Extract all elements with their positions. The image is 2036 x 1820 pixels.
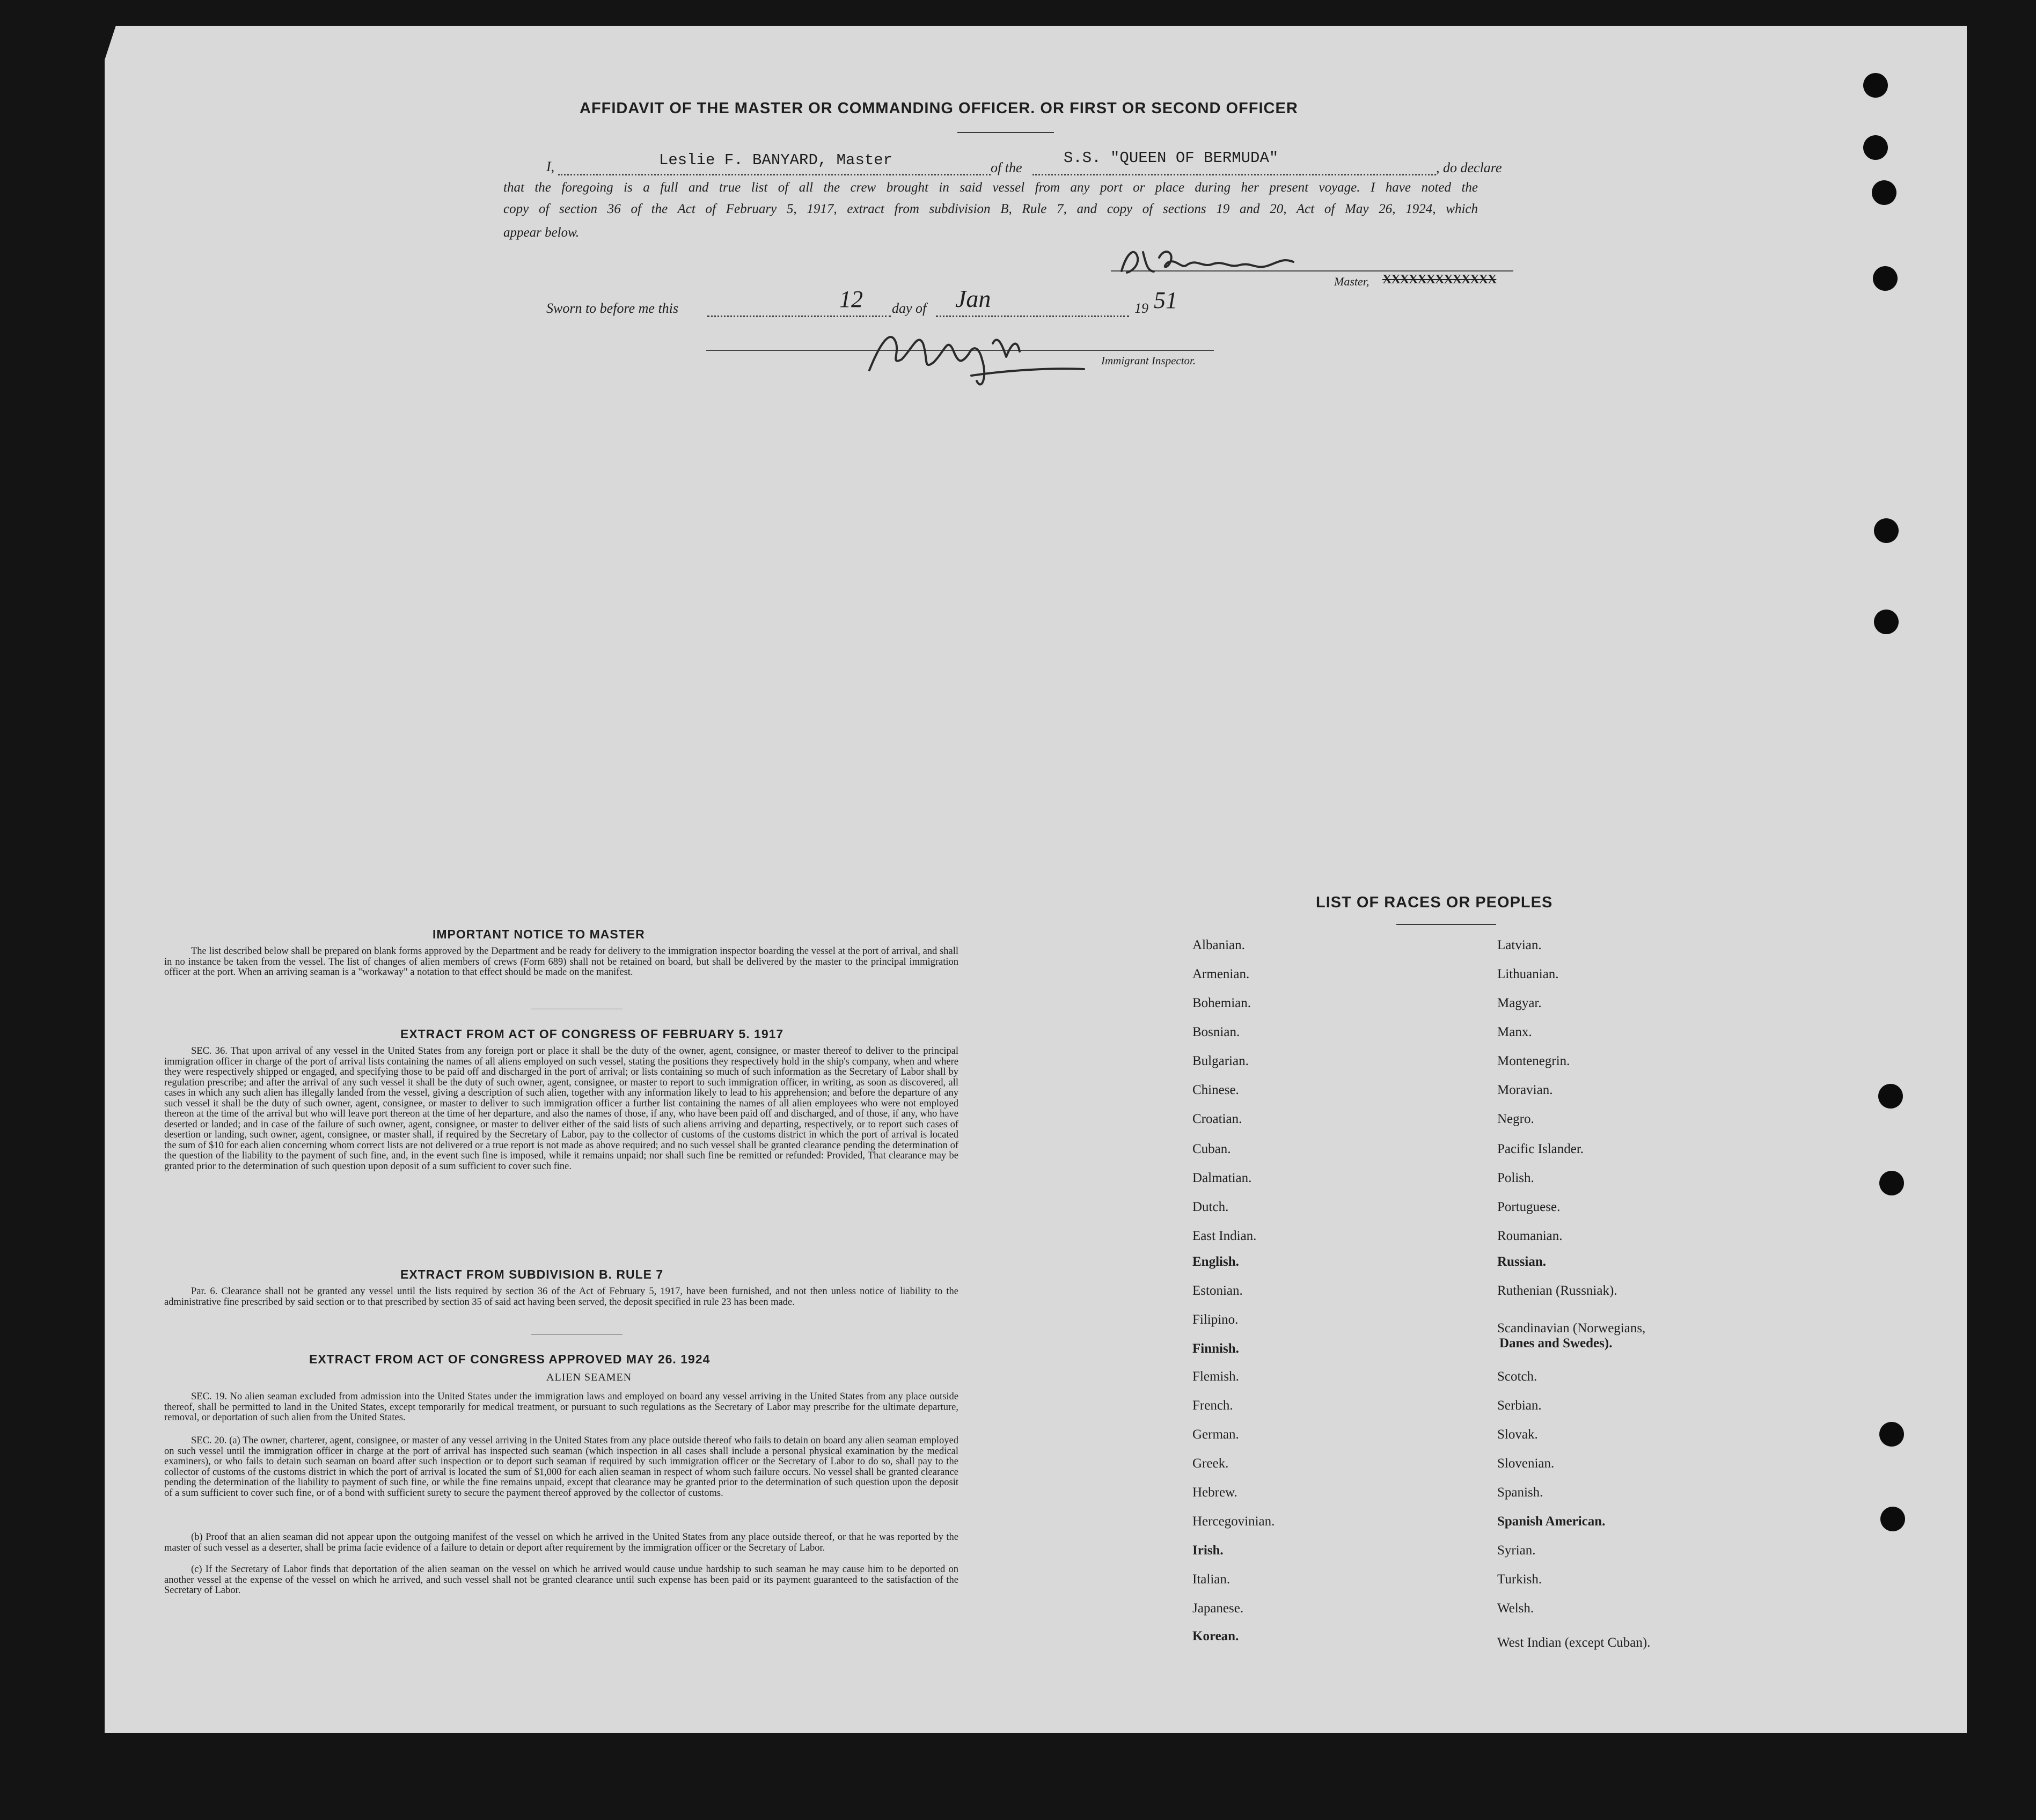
- race-right-item: Roumanian.: [1497, 1229, 1563, 1243]
- race-right-item: Danes and Swedes).: [1499, 1336, 1613, 1351]
- sec20c-text: (c) If the Secretary of Labor finds that deportation of the alien seaman on the vessel on which he arrived would cause undue hardship to such seaman he may cause him to be deported on another vessel at the expense of the vessel on which he arrived, and such vessel shall not be granted clearance until such expense has been paid or its payment guaranteed to the satisfaction of the Secretary of Labor.: [164, 1564, 958, 1596]
- race-left-item: Chinese.: [1192, 1083, 1239, 1097]
- race-left-item: Dutch.: [1192, 1200, 1229, 1214]
- rule7-text: Par. 6. Clearance shall not be granted any vessel until the lists required by section 36 of the Act of February 5, 1917, have been furnished, and not then unless notice of liability to the administrative fine prescribed by said section or to that prescribed by section 35 of said act having been served, the deposit specified in rule 23 has been made.: [164, 1286, 958, 1308]
- race-left-item: Filipino.: [1192, 1312, 1239, 1327]
- race-left-item: Dalmatian.: [1192, 1171, 1252, 1185]
- punch-hole-10: [1880, 1507, 1905, 1531]
- race-right-item: Ruthenian (Russniak).: [1497, 1283, 1617, 1298]
- races-title: LIST OF RACES OR PEOPLES: [1316, 894, 1553, 911]
- race-left-item: Italian.: [1192, 1572, 1231, 1587]
- race-right-item: Slovenian.: [1497, 1456, 1555, 1471]
- affidavit-body-line1: that the foregoing is a full and true list of all the crew brought in said vessel from any port or place during her present voyage. I have noted the: [503, 180, 1478, 195]
- affidavit-body-line3: appear below.: [503, 225, 580, 240]
- race-left-item: Irish.: [1192, 1543, 1224, 1558]
- sworn-day-value: 12: [839, 286, 863, 312]
- race-right-item: Pacific Islander.: [1497, 1142, 1584, 1156]
- race-left-item: Hebrew.: [1192, 1485, 1237, 1500]
- race-right-item: Portuguese.: [1497, 1200, 1561, 1214]
- race-right-item: Negro.: [1497, 1112, 1534, 1126]
- race-right-item: Russian.: [1497, 1254, 1547, 1269]
- race-left-item: Croatian.: [1192, 1112, 1242, 1126]
- races-divider: [1396, 924, 1496, 925]
- race-right-item: Manx.: [1497, 1025, 1532, 1039]
- affidavit-body-line2: copy of section 36 of the Act of February 5, 1917, extract from subdivision B, Rule 7, and copy of sections 19 and 20, Act of May 26, 1924, which: [503, 202, 1478, 216]
- do-declare-label: , do declare: [1436, 160, 1502, 175]
- sworn-month-value: Jan: [955, 285, 991, 312]
- extract-1917-title: EXTRACT FROM ACT OF CONGRESS OF FEBRUARY 5. 1917: [400, 1027, 784, 1041]
- race-left-item: Flemish.: [1192, 1369, 1239, 1384]
- punch-hole-3: [1872, 180, 1896, 205]
- notice-title: IMPORTANT NOTICE TO MASTER: [433, 927, 645, 941]
- punch-hole-5: [1874, 518, 1899, 543]
- name-line: [558, 174, 991, 175]
- punch-hole-7: [1878, 1084, 1903, 1109]
- race-left-item: Hercegovinian.: [1192, 1514, 1275, 1529]
- race-right-item: Spanish.: [1497, 1485, 1543, 1500]
- master-struck-title: XXXXXXXXXXXXX: [1382, 273, 1497, 287]
- race-left-item: Estonian.: [1192, 1283, 1243, 1298]
- inspector-signature: [859, 311, 1095, 397]
- extract-1924-title: EXTRACT FROM ACT OF CONGRESS APPROVED MAY 26. 1924: [309, 1352, 711, 1366]
- sec20a-text: SEC. 20. (a) The owner, charterer, agent, consignee, or master of any vessel arriving in the United States from any place outside thereof who fails to detain on board any alien seaman employed on such vessel until the immigration officer in charge at the port of arrival has inspected such seaman (which inspection in all cases shall include a personal physical examination by the medical examiners), or who fails to detain such seaman on board after such inspection or to deport such seaman if required by such immigration officer or the Secretary of Labor to do so, shall pay to the collector of customs of the customs district in which the port of arrival is located the sum of $1,000 for each alien seaman in respect of whom such failure occurs. No vessel shall be granted clearance pending the determination of the liability to payment of such fine, or while the fine remains unpaid, except that clearance may be granted prior to the determination of such question upon the deposit of a sum sufficient to cover such fine, or of a bond with sufficient surety to secure the payment thereof approved by the collector of customs.: [164, 1435, 958, 1499]
- punch-hole-6: [1874, 610, 1899, 634]
- master-signature: [1116, 241, 1342, 279]
- master-caption: Master,: [1334, 275, 1369, 288]
- sec19-text: SEC. 19. No alien seaman excluded from admission into the United States under the immigration laws and employed on board any vessel arriving in the United States from any place outside thereof, shall be permitted to land in the United States, except temporarily for medical treatment, or pursuant to such regulations as the Secretary of Labor may prescribe for the ultimate departure, removal, or deportation of such alien from the United States.: [164, 1391, 958, 1423]
- master-name-value: Leslie F. BANYARD, Master: [659, 151, 893, 169]
- race-left-item: Armenian.: [1192, 967, 1250, 981]
- race-left-item: Korean.: [1192, 1629, 1239, 1643]
- race-right-item: Turkish.: [1497, 1572, 1542, 1587]
- race-right-item: Welsh.: [1497, 1601, 1534, 1616]
- race-right-item: Spanish American.: [1497, 1514, 1606, 1529]
- race-right-item: Scotch.: [1497, 1369, 1537, 1384]
- year-suffix-value: 51: [1154, 287, 1177, 313]
- title-divider: [957, 132, 1054, 133]
- affidavit-pre-name: I,: [546, 159, 555, 174]
- race-right-item: Polish.: [1497, 1171, 1534, 1185]
- inspector-caption: Immigrant Inspector.: [1101, 354, 1196, 367]
- signature-text: [1127, 252, 1130, 253]
- race-right-item: Magyar.: [1497, 996, 1542, 1010]
- race-left-item: Greek.: [1192, 1456, 1229, 1471]
- race-right-item: Moravian.: [1497, 1083, 1553, 1097]
- notice-text: The list described below shall be prepared on blank forms approved by the Department and be ready for delivery to the immigration inspector boarding the vessel at the port of arrival, and shall in no instance be taken from the vessel. The list of changes of alien members of crews (Form 689) shall not be retained on board, but shall be delivered by the master to the principal immigration officer at the port. When an arriving seaman is a "workaway" a notation to that effect should be made on the manifest.: [164, 946, 958, 978]
- punch-hole-9: [1879, 1422, 1904, 1447]
- extract-1917-text: SEC. 36. That upon arrival of any vessel in the United States from any foreign port or place it shall be the duty of the owner, agent, consignee, or master thereof to deliver to the principal immigration officer in charge of the port of arrival lists containing the names of all aliens employed on such vessel, stating the positions they respectively hold in the ship's company, when and where they were respectively shipped or engaged, and specifying those to be paid off and discharged in the port of arrival; or lists containing so much of such information as the Secretary of Labor shall by regulation prescribe; and after the arrival of any such vessel it shall be the duty of such owner, agent, consignee, or master to report to such immigration officer, in writing, as soon as discovered, all cases in which any such alien has illegally landed from the vessel, giving a description of such alien, together with any information likely to lead to his apprehension; and before the departure of any such vessel it shall be the duty of such owner, agent, consignee, or master to deliver to such immigration officer a further list containing the names of all alien employees who were not employed thereon at the time of the arrival but who will leave port thereon at the time of her departure, and also the names of those, if any, who have been paid off and discharged, and of those, if any, who have deserted or landed; and in case of the failure of such owner, agent, consignee, or master to deliver either of the said lists of such aliens arriving and departing, respectively, or to report such cases of desertion or landing, such owner, agent, consignee, or master shall, if required by the Secretary of Labor, pay to the collector of customs of the customs district in which the port of arrival is located the sum of $10 for each alien concerning whom correct lists are not delivered or a true report is not made as above required; and no such vessel shall be granted clearance pending the determination of the question of the liability to the payment of such fine, and, in the event such fine is imposed, while it remains unpaid; nor shall such fine be remitted or refunded: Provided, That clearance may be granted prior to the determination of such question upon deposit of a sum sufficient to cover such fine.: [164, 1046, 958, 1172]
- sec20b-text: (b) Proof that an alien seaman did not appear upon the outgoing manifest of the vessel on which he arrived in the United States from any place outside thereof, or that he was reported by the master of such vessel as a deserter, shall be prima facie evidence of a failure to detain or deport after requirement by the immigration officer or the Secretary of Labor.: [164, 1532, 958, 1553]
- race-left-item: French.: [1192, 1398, 1233, 1413]
- punch-hole-4: [1873, 266, 1898, 291]
- race-left-item: Japanese.: [1192, 1601, 1244, 1616]
- race-left-item: German.: [1192, 1427, 1239, 1442]
- race-right-item: Montenegrin.: [1497, 1054, 1570, 1068]
- sworn-prefix: Sworn to before me this: [546, 300, 679, 316]
- of-the-label: of the: [991, 160, 1022, 175]
- race-left-item: East Indian.: [1192, 1229, 1257, 1243]
- punch-hole-2: [1863, 135, 1888, 160]
- race-right-item: Scandinavian (Norwegians,: [1497, 1321, 1646, 1335]
- race-left-item: Cuban.: [1192, 1142, 1231, 1156]
- race-left-item: Finnish.: [1192, 1341, 1239, 1356]
- punch-hole-8: [1879, 1171, 1904, 1195]
- race-left-item: English.: [1192, 1254, 1239, 1269]
- race-left-item: Albanian.: [1192, 938, 1245, 952]
- vessel-line: [1032, 174, 1436, 175]
- punch-hole-1: [1863, 73, 1888, 98]
- vessel-name-value: S.S. "QUEEN OF BERMUDA": [1064, 149, 1279, 167]
- day-of-label: day of: [892, 300, 927, 316]
- race-left-item: Bulgarian.: [1192, 1054, 1249, 1068]
- affidavit-title: AFFIDAVIT OF THE MASTER OR COMMANDING OFFICER. OR FIRST OR SECOND OFFICER: [580, 100, 1298, 117]
- race-right-item: Serbian.: [1497, 1398, 1542, 1413]
- race-right-item: Latvian.: [1497, 938, 1542, 952]
- race-left-item: Bohemian.: [1192, 996, 1251, 1010]
- alien-seamen-subtitle: ALIEN SEAMEN: [546, 1371, 632, 1383]
- year-prefix: 19: [1134, 300, 1148, 316]
- race-right-item: West Indian (except Cuban).: [1497, 1635, 1651, 1650]
- rule7-title: EXTRACT FROM SUBDIVISION B. RULE 7: [400, 1267, 664, 1281]
- race-left-item: Bosnian.: [1192, 1025, 1240, 1039]
- race-right-item: Lithuanian.: [1497, 967, 1559, 981]
- race-right-item: Slovak.: [1497, 1427, 1538, 1442]
- race-right-item: Syrian.: [1497, 1543, 1536, 1558]
